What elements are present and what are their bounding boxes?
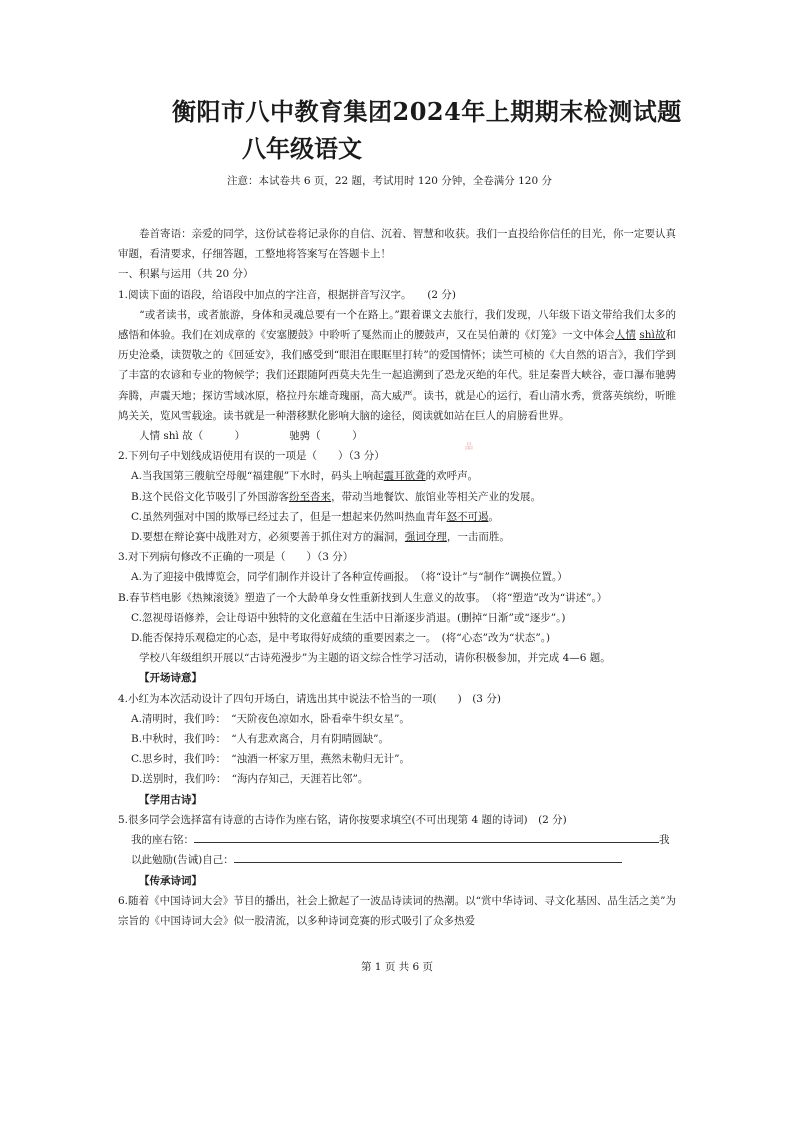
watermark-stamp: 品 [465,442,473,451]
q5-stem: 5.很多同学会选择富有诗意的古诗作为座右铭，请你按要求填空(不可出现第 4 题的诗词) (2 分) [118,813,567,826]
q1-answer-line [118,426,676,446]
section-heading: 一、积累与运用（共 20 分） [118,268,254,281]
q1-stem: 1.阅读下面的语段，给语段中加点的字注音，根据拼音写汉字。 (2 分) [118,288,456,301]
q5-reason-label: 以此勉励(告诫)自己： [131,854,234,867]
q2-d-text: D.要想在辩论赛中战胜对方，必须要善于抓住对方的漏洞， [131,531,405,544]
q4-option-c: C.思乡时，我们吟： “浊酒一杯家万里，燕然未勒归无计”。 [131,753,410,766]
q5-motto-blank[interactable] [194,832,659,843]
exam-content [118,224,676,931]
q4-stem: 4.小红为本次活动设计了四句开场白，请选出其中说法不恰当的一项( ) (3 分) [118,692,501,705]
q2-a-idiom: 震耳欲聋 [383,470,426,483]
q2-option-b [118,487,676,507]
q5-motto-label: 我的座右铭： [131,834,194,847]
q3-option-d: D.能否保持乐观稳定的心态，是中考取得好成绩的重要因素之一。 (将“心态”改为“状态”。) [131,632,551,645]
q1-fill-1: 人情 shì 故（ ） [139,430,246,443]
q3-option-c: C.忽视母语修养，会让母语中独特的文化意蕴在生活中日渐逐步消退。(删掉“日渐”或“逐步”。) [131,611,566,624]
q2-c-text: C.虽然列强对中国的欺辱已经过去了，但是一想起来仍然叫热血青年 [131,510,447,523]
section-use-poetry: 【学用古诗】 [139,793,202,806]
q2-a-tail: 的欢呼声。 [425,470,479,483]
q3-option-b: B.春节档电影《热辣滚烫》塑造了一个大龄单身女性重新找到人生意义的故事。 （将“塑造”改为“讲述”。） [118,591,608,604]
q5-reason-blank[interactable] [234,852,622,863]
q1-word-dotted: 人情 [614,329,636,342]
q2-stem: 2.下列句子中划线成语使用有误的一项是（ ）（3 分） [118,450,385,463]
q2-d-tail: ，一击而胜。 [446,531,510,544]
q2-option-a [118,466,676,486]
page-footer: 第 1 页 共 6 页 [360,961,434,973]
exam-subtitle: 八年级语文 [242,134,362,163]
q1-passage-a: “或者读书，或者旅游，身体和灵魂总要有一个在路上。”跟着课文去旅行，我们发现，八年级下语文带给我们太多的感悟和体验。我们在刘成章的《安塞腰鼓》中聆听了戛然而止的腰鼓声，又在吴伯萧的《灯笼》一文中体会 [118,308,676,342]
exam-title: 衡阳市八中教育集团2024年上期期末检测试题 [172,97,682,126]
q2-b-text: B.这个民俗文化节吸引了外国游客 [131,490,290,503]
q5-reason-line [118,850,676,870]
q6-stem: 6.随着《中国诗词大会》节目的播出，社会上掀起了一波品诗读词的热潮。以“赏中华诗词、寻文化基因、品生活之美”为宗旨的《中国诗词大会》似一股清流，以多种诗词竞赛的形式吸引了众多热爱 [118,894,676,927]
q2-d-idiom: 强词夺理 [404,531,447,544]
q2-c-tail: 。 [488,510,499,523]
q1-word-pinyin: shì故 [639,329,666,342]
exam-note: 注意：本试卷共 6 页，22 题，考试用时 120 分钟，全卷满分 120 分 [227,175,552,187]
q2-b-idiom: 纷至沓来 [289,490,332,503]
q1-passage [118,305,676,426]
section-open-poetry: 【开场诗意】 [139,672,202,685]
q4-option-a: A.清明时，我们吟： “天阶夜色凉如水，卧看牵牛织女星”。 [131,712,410,725]
q4-option-d: D.送别时，我们吟： “海内存知己，天涯若比邻”。 [131,773,369,786]
q2-option-d [118,527,676,547]
q1-fill-2: 驰骋（ ） [289,430,363,443]
intro-paragraph: 卷首寄语：亲爱的同学，这份试卷将记录你的自信、沉着、智慧和收获。我们一直投给你信任的目光，你一定要认真审题，看清要求，仔细答题，工整地将答案写在答题卡上！ [118,228,676,261]
q2-option-c [118,507,676,527]
q2-b-tail: ，带动当地餐饮、旅馆业等相关产业的发展。 [331,490,542,503]
q5-motto-line [118,830,676,850]
q2-a-text: A.当我国第三艘航空母舰“福建舰”下水时，码头上响起 [131,470,384,483]
section-pass-poetry: 【传承诗词】 [139,874,202,887]
q3-stem: 3.对下列病句修改不正确的一项是（ ）（3 分） [118,551,354,564]
q4-option-b: B.中秋时，我们吟： “人有悲欢离合，月有阴晴圆缺”。 [131,733,390,746]
q2-c-idiom: 怒不可遏 [446,510,489,523]
activity-intro: 学校八年级组织开展以“古诗苑漫步”为主题的语文综合性学习活动，请你积极参加，并完成 4—6 题。 [139,652,611,665]
q5-motto-tail: 我 [659,834,670,847]
q1-passage-b: 和历史沧桑，读贺敬之的《回延安》，我们感受到“眼泪在眼眶里打转”的爱国情怀；读竺可桢的《大自然的语言》，我们学到了丰富的农谚和专业的物候学；我们还跟随阿西莫夫先生一起追溯到了恐龙灭绝的年代。驻足秦晋大峡谷，壶口瀑布驰骋奔腾，声震天地；探访雪域冰原，格拉丹东雄奇瑰丽，高大威严。读书，就是心的运行，看山清水秀，赏落英缤纷，听睢鸠关关，览风雪载途。读书就是一种潜移默化影响大脑的途径，阅读就如站在巨人的肩膀看世界。 [118,329,677,422]
q3-option-a: A.为了迎接中俄博览会，同学们制作并设计了各种宣传画报。 （将“设计”与“制作”调换位置。） [131,571,568,584]
